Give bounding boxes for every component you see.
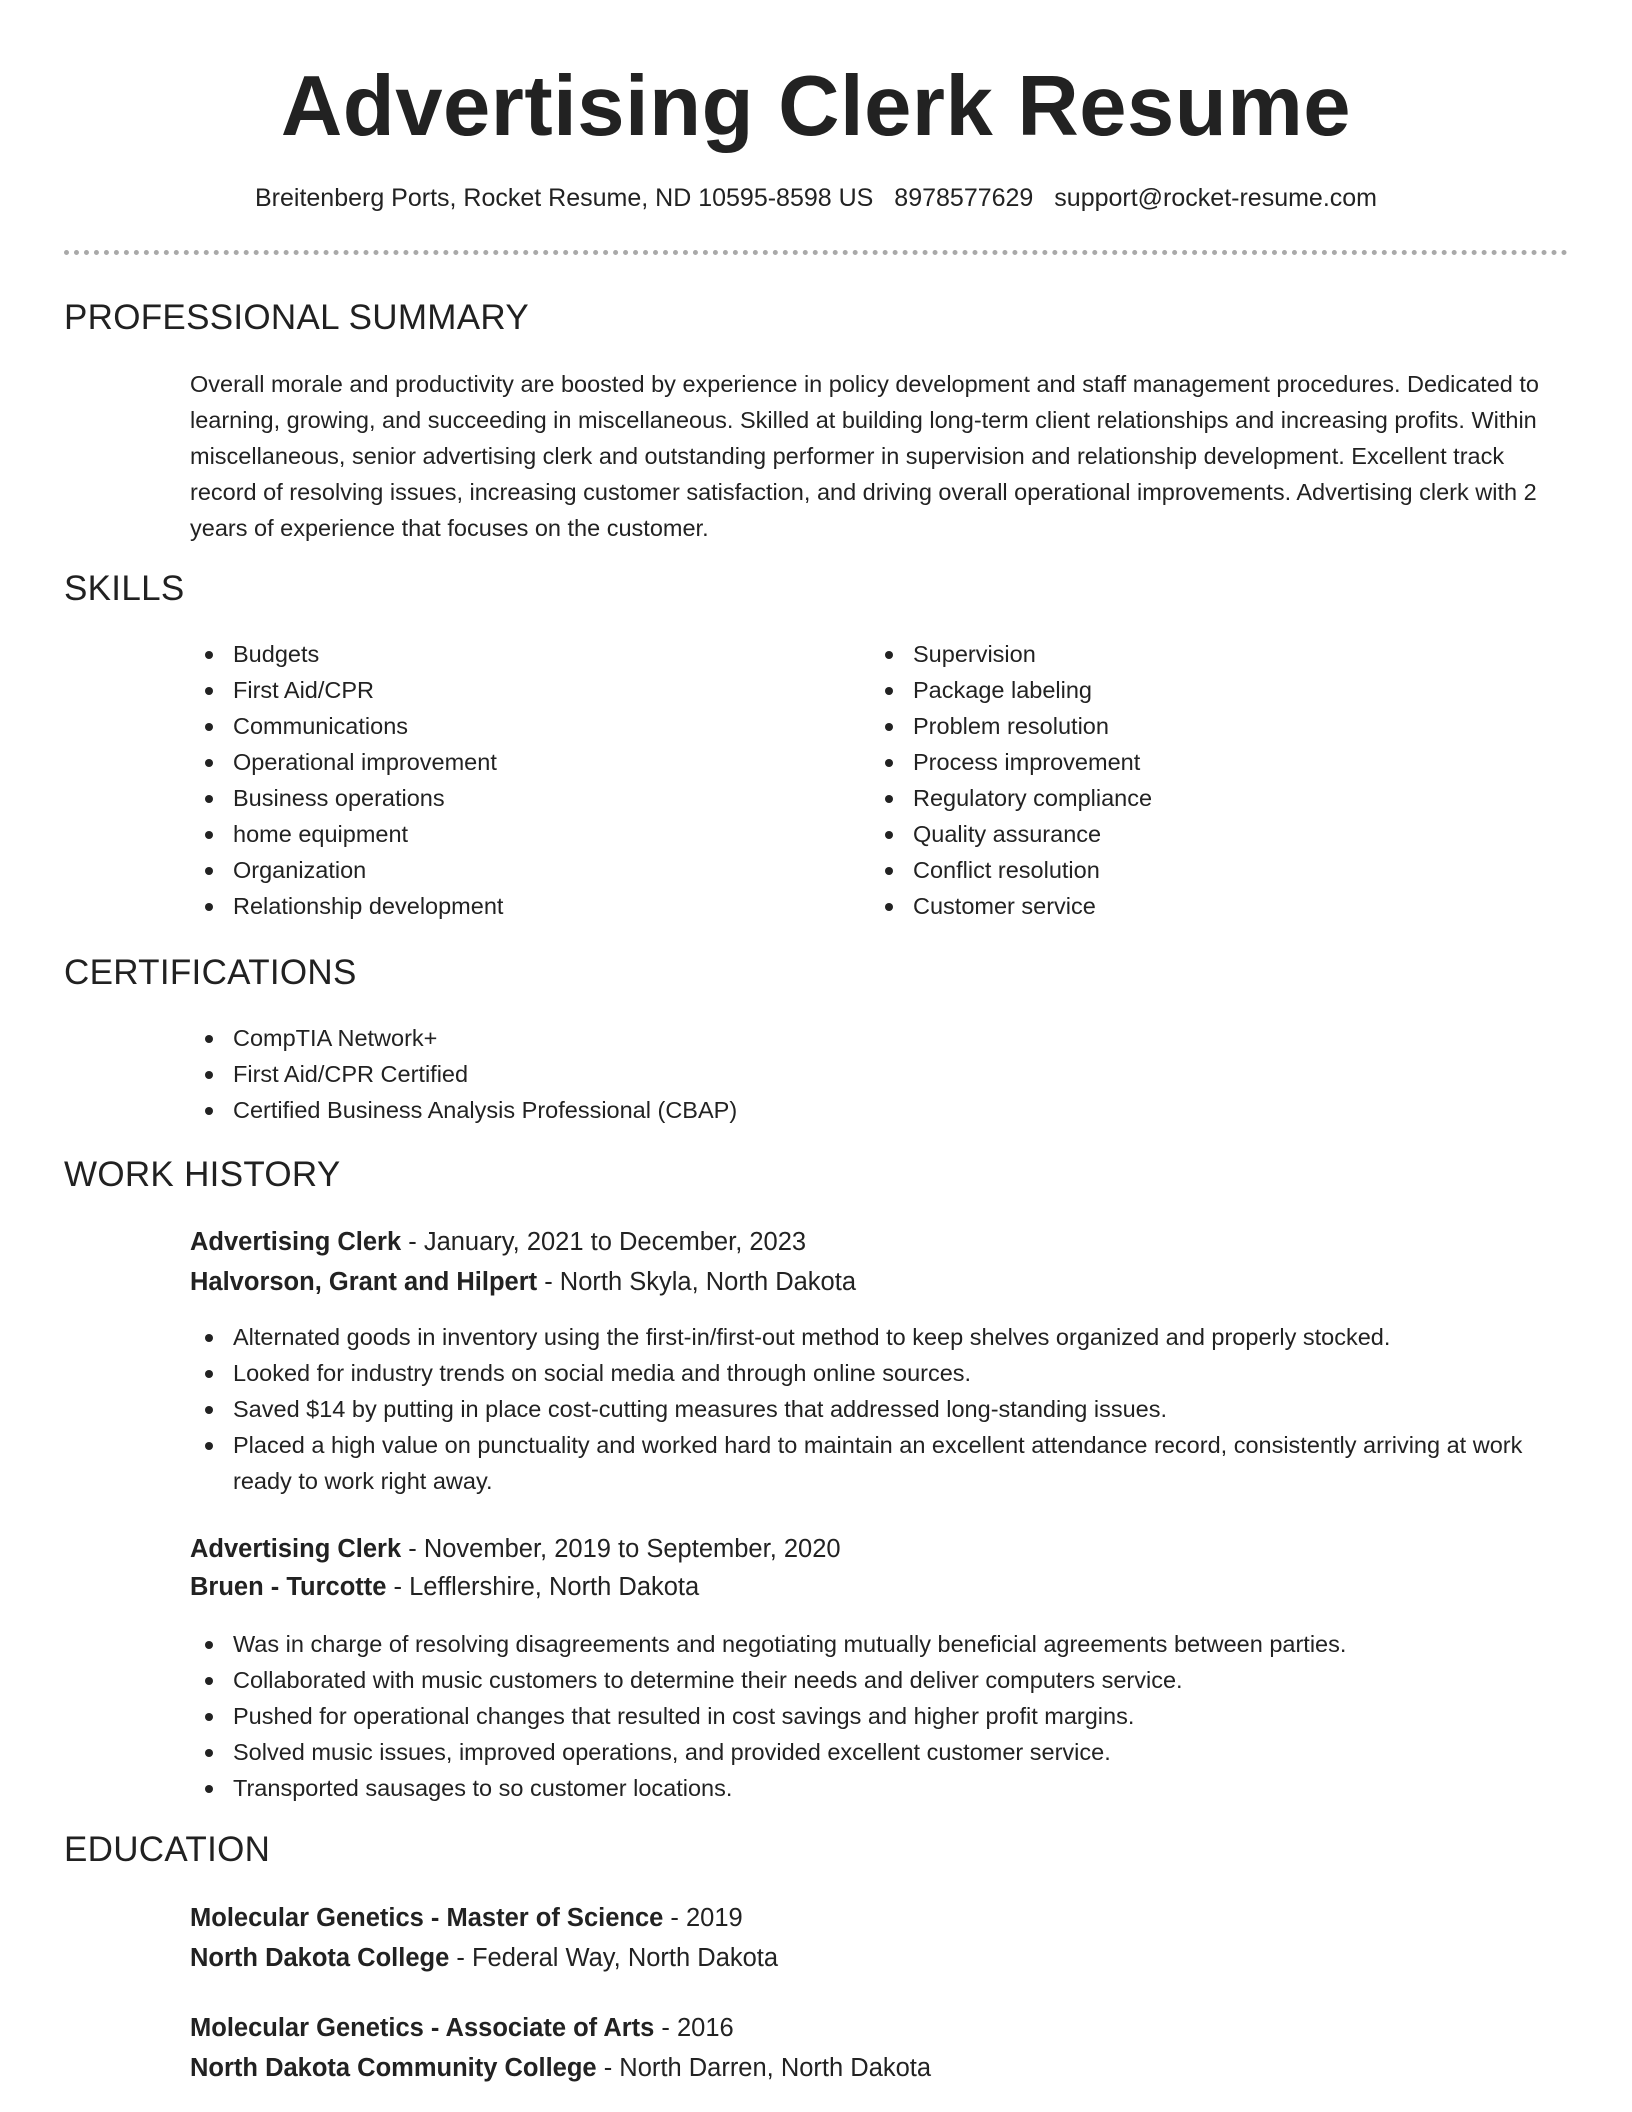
contact-email: support@rocket-resume.com xyxy=(1054,184,1378,212)
list-item: home equipment xyxy=(190,816,810,852)
resume-title: Advertising Clerk Resume xyxy=(280,59,1352,154)
list-item: Business operations xyxy=(190,780,810,816)
contact-address: Breitenberg Ports, Rocket Resume, ND 10595-8598 US xyxy=(254,184,874,212)
list-item: Saved $14 by putting in place cost-cutting measures that addressed long-standing issues. xyxy=(190,1391,1570,1427)
list-item: Package labeling xyxy=(870,672,1490,708)
education-school: North Dakota College xyxy=(190,1944,450,1972)
list-item: Pushed for operational changes that resulted in cost savings and higher profit margins. xyxy=(190,1698,1570,1734)
job-role: Advertising Clerk xyxy=(190,1228,402,1256)
list-item: First Aid/CPR Certified xyxy=(190,1056,1490,1092)
job-dates: - November, 2019 to September, 2020 xyxy=(401,1535,841,1563)
job-role: Advertising Clerk xyxy=(190,1535,402,1563)
list-item: Relationship development xyxy=(190,888,810,924)
summary-text: Overall morale and productivity are boosted by experience in policy development and staff management procedures. Dedicated to learning, growing, and succeeding in miscellaneous. Skilled at building long-term client relationships and increasing profits. Within miscellaneous, senior advertising clerk and outstanding performer in supervision and relationship development. Excellent track record of resolving issues, increasing customer satisfaction, and driving overall operational improvements. Advertising clerk with 2 years of experience that focuses on the customer. xyxy=(190,371,1539,541)
list-item: Process improvement xyxy=(870,744,1490,780)
list-item: Organization xyxy=(190,852,810,888)
list-item: Transported sausages to so customer locations. xyxy=(190,1770,1570,1806)
list-item: Communications xyxy=(190,708,810,744)
job-title-line xyxy=(190,1228,806,1257)
skills-list-left xyxy=(190,636,810,924)
job-bullets xyxy=(190,1319,1570,1499)
certifications-list xyxy=(190,1020,1490,1128)
job-dates: - January, 2021 to December, 2023 xyxy=(401,1228,807,1256)
education-school: North Dakota Community College xyxy=(190,2054,597,2082)
section-title-certifications: CERTIFICATIONS xyxy=(64,953,357,992)
section-title-work-history: WORK HISTORY xyxy=(64,1155,341,1194)
job-company-line xyxy=(190,1268,856,1297)
job-title-line xyxy=(190,1535,841,1564)
education-location: - North Darren, North Dakota xyxy=(596,2054,932,2082)
list-item: Collaborated with music customers to determine their needs and deliver computers service. xyxy=(190,1662,1570,1698)
list-item: Alternated goods in inventory using the first-in/first-out method to keep shelves organized and properly stocked. xyxy=(190,1319,1570,1355)
skills-list-right xyxy=(870,636,1490,924)
list-item: Supervision xyxy=(870,636,1490,672)
job-company: Halvorson, Grant and Hilpert xyxy=(190,1268,538,1296)
job-company: Bruen - Turcotte xyxy=(190,1573,387,1601)
job-location: - Lefflershire, North Dakota xyxy=(386,1573,700,1601)
education-degree-line xyxy=(190,2014,734,2043)
list-item: Operational improvement xyxy=(190,744,810,780)
list-item: Problem resolution xyxy=(870,708,1490,744)
list-item: Solved music issues, improved operations, and provided excellent customer service. xyxy=(190,1734,1570,1770)
section-title-education: EDUCATION xyxy=(64,1830,271,1869)
job-location: - North Skyla, North Dakota xyxy=(537,1268,857,1296)
header-divider xyxy=(64,250,1568,255)
education-school-line xyxy=(190,1944,778,1973)
job-bullets xyxy=(190,1626,1570,1806)
list-item: CompTIA Network+ xyxy=(190,1020,1490,1056)
list-item: First Aid/CPR xyxy=(190,672,810,708)
list-item: Conflict resolution xyxy=(870,852,1490,888)
section-title-summary: PROFESSIONAL SUMMARY xyxy=(64,298,529,337)
education-location: - Federal Way, North Dakota xyxy=(449,1944,779,1972)
education-year: - 2016 xyxy=(654,2014,734,2042)
list-item: Certified Business Analysis Professional (CBAP) xyxy=(190,1092,1490,1128)
education-degree: Molecular Genetics - Master of Science xyxy=(190,1904,664,1932)
list-item: Quality assurance xyxy=(870,816,1490,852)
list-item: Customer service xyxy=(870,888,1490,924)
list-item: Was in charge of resolving disagreements and negotiating mutually beneficial agreements between parties. xyxy=(190,1626,1570,1662)
contact-phone: 8978577629 xyxy=(894,184,1034,212)
section-title-skills: SKILLS xyxy=(64,569,185,608)
list-item: Regulatory compliance xyxy=(870,780,1490,816)
education-school-line xyxy=(190,2054,931,2083)
education-degree-line xyxy=(190,1904,743,1933)
list-item: Placed a high value on punctuality and worked hard to maintain an excellent attendance record, consistently arriving at work ready to work right away. xyxy=(190,1427,1570,1499)
job-company-line xyxy=(190,1573,699,1602)
contact-line xyxy=(0,184,1632,213)
list-item: Looked for industry trends on social media and through online sources. xyxy=(190,1355,1570,1391)
list-item: Budgets xyxy=(190,636,810,672)
education-degree: Molecular Genetics - Associate of Arts xyxy=(190,2014,655,2042)
education-year: - 2019 xyxy=(663,1904,743,1932)
